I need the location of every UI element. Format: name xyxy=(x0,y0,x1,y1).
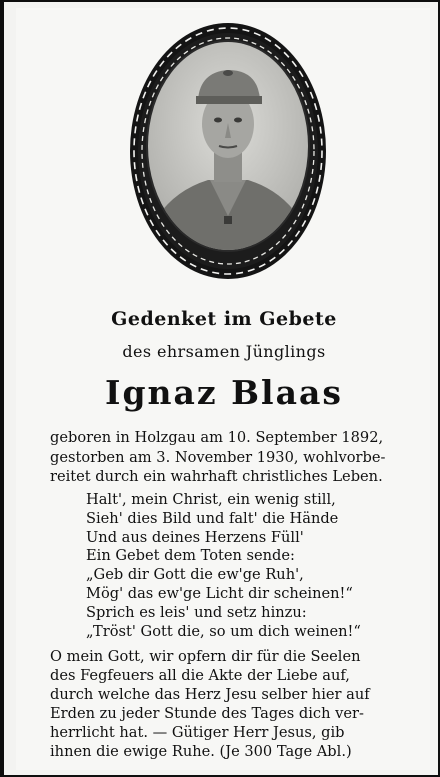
prayer-text xyxy=(50,648,418,761)
deceased-name: Ignaz Blaas xyxy=(105,373,343,412)
poem-line: Halt', mein Christ, ein wenig still, xyxy=(86,491,336,508)
poem-line: Und aus deines Herzens Füll' xyxy=(86,528,304,546)
poem-line: Sieh' dies Bild und falt' die Hände xyxy=(86,509,339,527)
poem-line: Sprich es leis' und setz hinzu: xyxy=(86,603,307,621)
memorial-poem xyxy=(86,491,416,641)
poem-line: „Tröst' Gott die, so um dich weinen!“ xyxy=(86,622,361,640)
bio-line: reitet durch ein wahrhaft christliches Leben. xyxy=(50,468,383,485)
bio-line: geboren in Holzgau am 10. September 1892, xyxy=(50,429,384,446)
portrait-photo xyxy=(128,20,328,282)
card-subheading: des ehrsamen Jünglings xyxy=(122,342,326,361)
bio-line: gestorben am 3. November 1930, wohlvorbe- xyxy=(50,448,386,466)
prayer-line: Erden zu jeder Stunde des Tages dich ver- xyxy=(50,704,364,722)
prayer-line: ihnen die ewige Ruhe. (Je 300 Tage Abl.) xyxy=(50,742,352,760)
prayer-line: durch welche das Herz Jesu selber hier auf xyxy=(50,685,370,703)
prayer-line: herrlicht hat. — Gütiger Herr Jesus, gib xyxy=(50,723,345,741)
card-heading: Gedenket im Gebete xyxy=(111,308,337,330)
poem-line: Mög' das ew'ge Licht dir scheinen!“ xyxy=(86,584,353,602)
poem-line: „Geb dir Gott die ew'ge Ruh', xyxy=(86,566,304,584)
prayer-line: des Fegfeuers all die Akte der Liebe auf, xyxy=(50,666,350,684)
poem-line: Ein Gebet dem Toten sende: xyxy=(86,547,295,565)
prayer-line: O mein Gott, wir opfern dir für die Seelen xyxy=(50,648,361,665)
biography xyxy=(50,428,418,487)
